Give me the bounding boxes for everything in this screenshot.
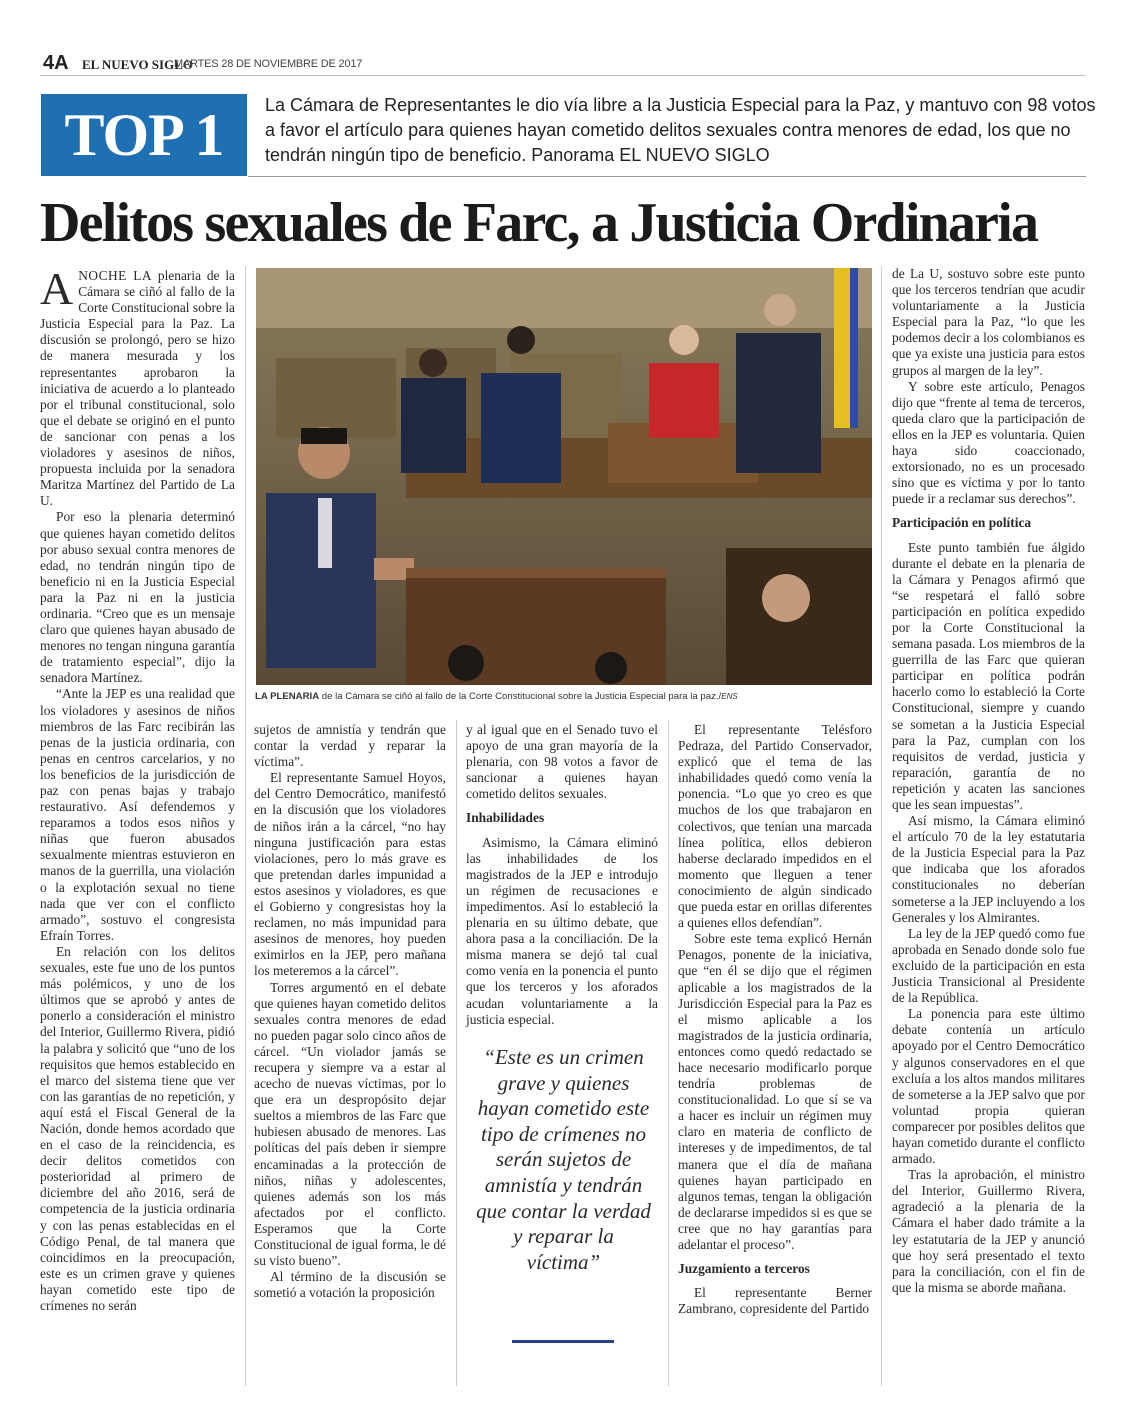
paragraph: El representante Telésforo Pedraza, del Partido Conservador, explicó que el tema de las inhabilidades quedó como venía la ponencia. “Lo que yo creo es que muchos de los que trabajaron en colectivos, que tenían una marcada línea política, ellos debieron haberse declarado impedidos en el momento que lleguen a tener conocimiento de algún sindicado que pueda estar en orillas diferentes a quienes ellos defendían”. (678, 722, 872, 931)
quote-underline (512, 1340, 614, 1343)
subheading: Participación en política (892, 515, 1032, 531)
lead-words: NOCHE LA (78, 268, 153, 283)
paragraph: Por eso la plenaria determinó que quienes hayan cometido delitos por abuso sexual contra menores de edad, no tendrán ningún tipo de beneficio ni en la Justicia Especial para la Paz ni en la justicia ordinaria. “Creo que es un mensaje claro que quienes hayan abusado de menores no tengan ninguna garantía de tratamiento especial”, dijo la senadora Martínez. (40, 509, 235, 686)
paragraph: Así mismo, la Cámara eliminó el artículo 70 de la ley estatutaria de la Justicia Especial para la Paz que indicaba que los aforados constitucionales no deberían someterse a la JEP incluyendo a los Generales y los Almirantes. (892, 813, 1085, 925)
headline: Delitos sexuales de Farc, a Justicia Ordinaria (40, 192, 1038, 254)
paragraph: de La U, sostuvo sobre este punto que los terceros tendrían que acudir voluntariamente a la Justicia Especial para la Paz, “lo que les podemos decir a los colombianos es que ya existe una justicia para estos grupos al margen de la ley”. (892, 266, 1086, 378)
header-rule (40, 75, 1085, 76)
column-divider (668, 720, 669, 1386)
drop-cap: A (40, 263, 74, 314)
article-column-4 (678, 722, 872, 1317)
subheading: Juzgamiento a terceros (678, 1261, 810, 1277)
plenary-photo (256, 268, 872, 685)
paragraph: sujetos de amnistía y tendrán que contar la verdad y reparar la víctima”. (254, 722, 446, 770)
paragraph: Asimismo, la Cámara eliminó las inhabilidades de los magistrados de la JEP e introdujo un régimen de recusaciones e impedimentos. Así lo estableció la plenaria en su último debate, que ahora pasa a la conciliación. De la misma manera se dejó tal cual como venía en la ponencia el punto que los terceros y los aforados acudan voluntariamente a la justicia especial. (466, 834, 658, 1027)
paragraph: La ley de la JEP quedó como fue aprobada en Senado donde solo fue excluido de la participación en esta Justicia Transicional al Presidente de la República. (892, 925, 1085, 1006)
paragraph: Y sobre este artículo, Penagos dijo que “frente al tema de terceros, queda claro que la participación de ellos en la JEP es voluntaria. Quien haya sido coaccionado, extorsionado, no es un procesado sino que es víctima y por lo tanto puede ir a reclamar sus derechos”. (892, 378, 1085, 507)
column-divider (245, 266, 246, 1386)
photo-credit: ENS (721, 692, 738, 701)
paragraph: El representante Berner Zambrano, copresidente del Partido (678, 1285, 872, 1317)
paragraph: El representante Samuel Hoyos, del Centro Democrático, manifestó en la discusión que los violadores de niños irán a la cárcel, “no hay ninguna justificación para estas violaciones, pero lo más grave es que pretendan darles impunidad a estos asesinos y violadores, es que el Gobierno y congresistas hoy la reclamen, no más impunidad para asesinos de menores, hoy pueden eximirlos en la JEP, pero mañana los meteremos a la cárcel”. (254, 770, 446, 979)
paragraph: Torres argumentó en el debate que quienes hayan cometido delitos sexuales contra menores de edad no pueden pagar solo cinco años de cárcel. “Un violador jamás se recupera y siempre va a estar al acecho de nuevas víctimas, por lo que era un despropósito dejar sueltos a miembros de las Farc que hubiesen abusado de menores. Las políticas del país deben ir siempre encaminadas a la protección de niños, niñas y adolescentes, quienes además son los más afectados por el conflicto. Esperamos que la Corte Constitucional de igual forma, le dé su visto bueno”. (254, 979, 446, 1269)
newspaper-name: EL NUEVO SIGLO (82, 57, 193, 72)
pull-quote: “Este es un crimen grave y quienes hayan cometido este tipo de crímenes no serán sujetos de amnistía y tendrán que contar la verdad y reparar la víctima” (476, 1045, 651, 1274)
paragraph: Al término de la discusión se sometió a votación la proposición (254, 1269, 446, 1301)
caption-lead: LA PLENARIA (255, 691, 320, 702)
article-column-1 (40, 263, 235, 1314)
page-number: 4A (43, 52, 69, 74)
column-divider (881, 266, 882, 1386)
paragraph: y al igual que en el Senado tuvo el apoyo de una gran mayoría de la plenaria, con 98 votos a favor de sancionar a quienes hayan cometido delitos sexuales. (466, 722, 658, 802)
issue-date: MARTES 28 DE NOVIEMBRE DE 2017 (174, 58, 363, 70)
top-badge: TOP 1 (41, 94, 247, 176)
article-column-5 (892, 266, 1085, 1296)
paragraph: plenaria de la Cámara se ciñó al fallo de la Corte Constitucional sobre la Justicia Especial para la Paz. La discusión se prolongó, pero se hizo de manera mesurada y los representantes aprobaron la iniciativa de acuerdo a lo planteado por el tribunal constitucional, solo que el debate se originó en el punto de sancionar con penas a los violadores y asesinos de niños, propuesta incluida por la senadora Maritza Martínez del Partido de La U. (40, 268, 235, 509)
paragraph: La ponencia para este último debate contenía un artículo apoyado por el Centro Democrático y algunos conservadores en el que excluía a los altos mandos militares de someterse a la JEP salvo que por voluntad propia quieran comparecer por posibles delitos que hayan cometido durante el conflicto armado. (892, 1006, 1085, 1167)
photo-caption (255, 691, 875, 702)
paragraph: En relación con los delitos sexuales, este fue uno de los puntos más polémicos, y uno de los últimos que se aprobó y antes de ponerlo a consideración el ministro del Interior, Guillermo Rivera, pidió la palabra y solicitó que “uno de los requisitos que hemos establecido en el marco del sistema tiene que ver con las garantías de no repetición, y aquí está el Fiscal General de la Nación, donde hemos acordado que en el caso de la reincidencia, es decir delitos cometidos con posterioridad al primero de diciembre del año 2016, será de competencia de la justicia ordinaria y con las penas establecidas en el Código Penal, de tal manera que coincidimos en la preocupación, este es un crimen grave y quienes hayan cometido este tipo de crímenes no serán (40, 943, 235, 1313)
top-summary: La Cámara de Representantes le dio vía libre a la Justicia Especial para la Paz, y mantuvo con 98 votos a favor el artículo para quienes hayan cometido delitos sexuales contra menores de edad, los que no tendrán ningún tipo de beneficio. Panorama EL NUEVO SIGLO (265, 95, 1096, 165)
paragraph: “Ante la JEP es una realidad que los violadores y asesinos de niños miembros de las Farc recibirán las penas de la justicia ordinaria, con penas en centros carcelarios, y no los beneficios de la jurisdicción de paz con penas bajas y trabajo restaurativo. Así defendemos y reparamos a todos esos niños y niñas que fueron abusados sexualmente mientras estuvieron en manos de la guerrilla, una violación o la explotación sexual no tiene nada que ver con el conflicto armado”, sostuvo el congresista Efraín Torres. (40, 686, 235, 943)
column-divider (456, 720, 457, 1386)
subheading: Inhabilidades (466, 810, 545, 826)
paragraph: Este punto también fue álgido durante el debate en la plenaria de la Cámara y Penagos afirmó que “se respetará el falló sobre participación en política expedido por la Corte Constitucional la semana pasada. Los miembros de la guerrilla de las Farc que quieran participar en política podrán hacerlo como lo estableció la Corte Constitucional, siempre y cuando se sometan a la Justicia Especial para la Paz, cumplan con los requisitos de verdad, justicia y reparación, garantía de no repetición y acaten las sanciones que les sean impuestas”. (892, 539, 1085, 812)
caption-text: de la Cámara se ciñó al fallo de la Corte Constitucional sobre la Justicia Especial para la paz./ (319, 691, 722, 702)
article-column-3 (466, 722, 658, 1028)
paragraph: Tras la aprobación, el ministro del Interior, Guillermo Rivera, agradeció a la plenaria de la Cámara el haber dado trámite a la ley estatutaria de la JEP y anunció que hoy será presentado el texto para la conciliación, con el fin de que la misma se aborde mañana. (892, 1167, 1085, 1295)
paragraph: Sobre este tema explicó Hernán Penagos, ponente de la iniciativa, que “en él se dijo que el régimen aplicable a los magistrados de la Jurisdicción Especial para la Paz es el mismo aplicable a los magistrados de la justicia ordinaria, entonces como quedó redactado se hace necesario modificarlo porque tendría problemas de constitucionalidad. Lo que sí se va a hacer es incluir un régimen muy claro en materia de conflicto de intereses y de impedimentos, de tal manera que el día de mañana quienes hayan participado en algunos temas, tengan la obligación de declararse impedidos si es que se cree que no hay garantías para adelantar el proceso”. (678, 931, 872, 1252)
top-rule (248, 176, 1086, 177)
article-column-2 (254, 722, 446, 1301)
